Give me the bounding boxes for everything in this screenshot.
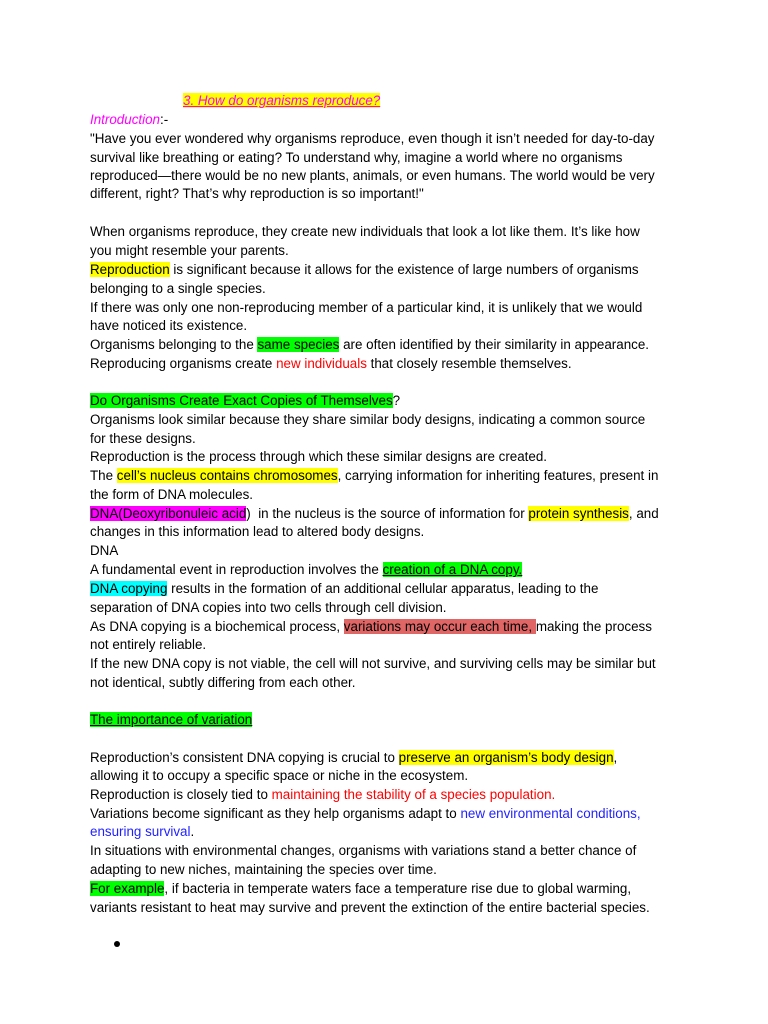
highlight-dna: DNA(Deoxyribonuleic acid [90, 506, 247, 521]
intro-label-suffix: :- [159, 112, 169, 127]
paragraph-line: for these designs. [90, 431, 196, 446]
title-text: 3. How do organisms reproduce? [183, 93, 381, 108]
blue-text-environment: new environmental conditions, [460, 806, 641, 821]
highlight-protein-synthesis: protein synthesis [528, 506, 629, 521]
paragraph-line: variants resistant to heat may survive and prevent the extinction of the entire bacterial species. [90, 900, 650, 915]
text-span: that closely resemble themselves. [366, 356, 572, 371]
section-heading [90, 710, 252, 729]
section-heading [90, 391, 400, 410]
page-title [183, 91, 380, 110]
text-span: The [90, 468, 117, 483]
text-span: Reproduction’s consistent DNA copying is crucial to [90, 750, 399, 765]
paragraph-line [90, 785, 555, 804]
red-text-new-individuals: new individuals [276, 356, 367, 371]
highlight-dna-copying: DNA copying [90, 581, 168, 596]
bullet-point [114, 941, 120, 947]
paragraph-line: Reproduction is the process through which these similar designs are created. [90, 449, 548, 464]
text-span: are often identified by their similarity in appearance. [339, 337, 649, 352]
paragraph-line [90, 879, 631, 898]
text-span: ) in the nucleus is the source of information for [246, 506, 529, 521]
paragraph-line: not entirely reliable. [90, 637, 207, 652]
text-span: Reproducing organisms create [90, 356, 277, 371]
text-span: , and [628, 506, 659, 521]
text-span: Variations become significant as they help organisms adapt to [90, 806, 461, 821]
paragraph-line [90, 804, 641, 823]
paragraph-line: adapting to new niches, maintaining the species over time. [90, 862, 437, 877]
paragraph-line: you might resemble your parents. [90, 243, 289, 258]
intro-line: reproduced—there would be no new plants, animals, or even humans. The world would be very [90, 168, 655, 183]
paragraph-line: DNA [90, 543, 119, 558]
text-span: making the process [535, 619, 652, 634]
text-span: ? [392, 393, 401, 408]
text-span: Reproduction is closely tied to [90, 787, 272, 802]
paragraph-line [90, 504, 659, 523]
paragraph-line [90, 354, 572, 373]
heading-importance-of-variation: The importance of variation [90, 712, 253, 727]
intro-line: "Have you ever wondered why organisms reproduce, even though it isn’t needed for day-to-day [90, 131, 655, 146]
text-span: As DNA copying is a biochemical process, [90, 619, 344, 634]
highlight-dna-copy: creation of a DNA copy. [382, 562, 523, 577]
intro-label: Introduction [90, 112, 160, 127]
intro-line: different, right? That’s why reproduction is so important!" [90, 186, 424, 201]
paragraph-line: allowing it to occupy a specific space or niche in the ecosystem. [90, 768, 469, 783]
text-span: Organisms belonging to the [90, 337, 258, 352]
paragraph-line [90, 260, 639, 279]
paragraph-line [90, 617, 652, 636]
text-span: . [190, 824, 195, 839]
paragraph-line [90, 335, 649, 354]
paragraph-line: have noticed its existence. [90, 318, 248, 333]
paragraph-line: not identical, subtly differing from each other. [90, 675, 356, 690]
highlight-chromosomes: cell’s nucleus contains chromosomes [116, 468, 338, 483]
paragraph-line [90, 822, 194, 841]
highlight-reproduction: Reproduction [90, 262, 170, 277]
text-span: results in the formation of an additional cellular apparatus, leading to the [167, 581, 599, 596]
paragraph-line [90, 560, 522, 579]
intro-heading [90, 110, 168, 129]
paragraph-line [90, 579, 598, 598]
text-span: A fundamental event in reproduction involves the [90, 562, 383, 577]
paragraph-line: belonging to a single species. [90, 281, 266, 296]
paragraph-line: If the new DNA copy is not viable, the cell will not survive, and surviving cells may be similar but [90, 656, 656, 671]
paragraph-line: If there was only one non-reproducing member of a particular kind, it is unlikely that we would [90, 300, 643, 315]
paragraph-line: When organisms reproduce, they create new individuals that look a lot like them. It’s like how [90, 224, 640, 239]
heading-exact-copies: Do Organisms Create Exact Copies of Themselves [90, 393, 393, 408]
red-text-stability: maintaining the stability of a species population. [271, 787, 556, 802]
paragraph-line: Organisms look similar because they share similar body designs, indicating a common source [90, 412, 646, 427]
intro-line: survival like breathing or eating? To understand why, imagine a world where no organisms [90, 150, 623, 165]
paragraph-line [90, 466, 658, 485]
highlight-variations: variations may occur each time, [343, 619, 536, 634]
text-span: is significant because it allows for the existence of large numbers of organisms [169, 262, 639, 277]
blue-text-survival: ensuring survival [90, 824, 191, 839]
paragraph-line: separation of DNA copies into two cells through cell division. [90, 600, 447, 615]
text-span: , if bacteria in temperate waters face a temperature rise due to global warming, [164, 881, 632, 896]
paragraph-line: the form of DNA molecules. [90, 487, 253, 502]
paragraph-line: In situations with environmental changes, organisms with variations stand a better chance of [90, 843, 637, 858]
highlight-body-design: preserve an organism’s body design [398, 750, 614, 765]
paragraph-line: changes in this information lead to altered body designs. [90, 524, 425, 539]
paragraph-line [90, 748, 617, 767]
highlight-same-species: same species [257, 337, 340, 352]
text-span: , carrying information for inheriting features, present in [337, 468, 659, 483]
highlight-for-example: For example [90, 881, 165, 896]
text-span: , [613, 750, 618, 765]
